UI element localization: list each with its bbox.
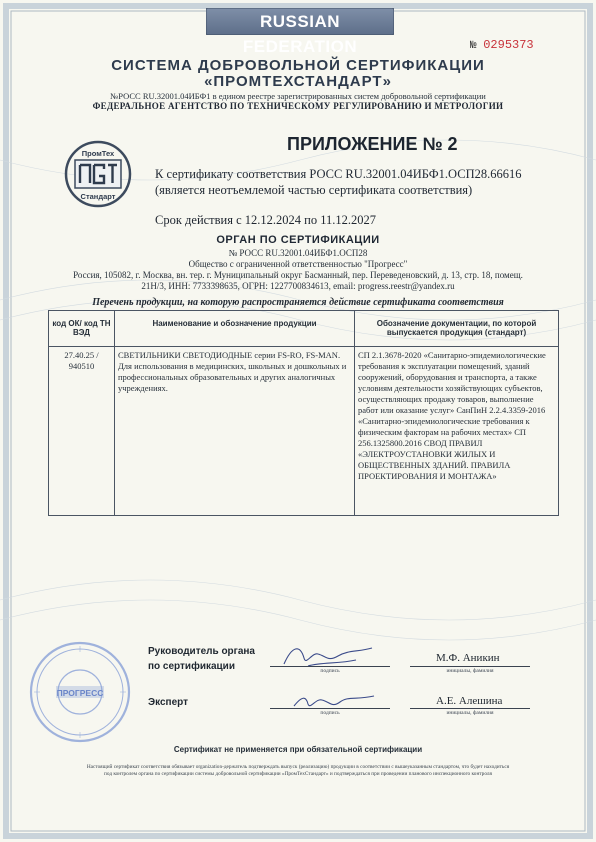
round-stamp <box>28 640 132 744</box>
cell-name: СВЕТИЛЬНИКИ СВЕТОДИОДНЫЕ серии FS-RO, FS-MAN. Для использования в медицинских, школьных и дошкольных и профессиональных образовательных и других аналогичных учреждениях. <box>115 347 355 516</box>
logo-bottom-text: Стандарт <box>80 192 116 201</box>
footer-note: Сертификат не применяется при обязательной сертификации <box>173 745 423 754</box>
system-subtitle: «ПРОМТЕХСТАНДАРТ» <box>204 73 392 90</box>
promtech-logo <box>63 138 133 210</box>
expert-name: А.Е. Алешина <box>436 695 503 707</box>
expert-caption-sign: подпись <box>320 710 340 716</box>
address-line-2: 21Н/3, ИНН: 7733398635, ОГРН: 1227700834613, email: progress.reestr@yandex.ru <box>141 281 455 291</box>
expert-caption-name: инициалы, фамилия <box>446 710 494 716</box>
certification-body-title: ОРГАН ПО СЕРТИФИКАЦИИ <box>216 234 380 246</box>
registry-line: №РОСС RU.32001.04ИБФ1 в едином реестре зарегистрированных систем добровольной сертификации <box>110 91 486 101</box>
certification-body-number: № РОСС RU.32001.04ИБФ1.ОСП28 <box>228 248 368 258</box>
footer-fine-print <box>40 764 556 778</box>
address-line-1: Россия, 105082, г. Москва, вн. тер. г. Муниципальный округ Басманный, пер. Переведеновский, д. 13, стр. 18, помещ. <box>73 270 523 280</box>
product-table <box>48 310 559 516</box>
certification-body-address <box>30 270 566 292</box>
appendix-title: ПРИЛОЖЕНИЕ № 2 <box>287 134 458 154</box>
agency-line: ФЕДЕРАЛЬНОЕ АГЕНТСТВО ПО ТЕХНИЧЕСКОМУ РЕГУЛИРОВАНИЮ И МЕТРОЛОГИИ <box>92 101 504 111</box>
serial-prefix: № <box>470 40 477 52</box>
head-caption-sign: подпись <box>320 668 340 674</box>
validity-period: Срок действия с 12.12.2024 по 11.12.2027 <box>155 213 377 227</box>
head-name-line <box>410 666 530 667</box>
footer-fine-line-1: Настоящий сертификат соответствия обязывает organization-держатель подтверждать выпуск (реализацию) продукции в соответствии с вышеуказанным стандартом, что будет находиться <box>86 764 510 770</box>
head-caption-name: инициалы, фамилия <box>446 668 494 674</box>
expert-label: Эксперт <box>148 697 189 708</box>
serial-number <box>470 38 534 52</box>
header-code: код ОК/ код ТН ВЭД <box>49 311 115 347</box>
certification-body-name: Общество с ограниченной ответственностью "Прогресс" <box>188 259 408 269</box>
cell-docs: СП 2.1.3678-2020 «Санитарно-эпидемиологические требования к эксплуатации помещений, зданий сооружений, оборудования и транспорта, а также условиям деятельности хозяйствующих субъектов, осуществляющих продажу товаров, выполнение работ или оказание услуг» СанПиН 2.2.4.3359-2016 «Санитарно-эпидемиологические требования к физическим факторам на рабочих местах» СП 256.1325800.2016 СВОД ПРАВИЛ «ЭЛЕКТРОУСТАНОВКИ ЖИЛЫХ И ОБЩЕСТВЕННЫХ ЗДАНИЙ. ПРАВИЛА ПРОЕКТИРОВАНИЯ И МОНТАЖА» <box>355 347 559 516</box>
header-docs: Обозначение документации, по которой выпускается продукция (стандарт) <box>355 311 559 347</box>
certificate-reference: К сертификату соответствия РОСС RU.32001.04ИБФ1.ОСП28.66616 <box>155 167 522 181</box>
head-label-2: по сертификации <box>148 661 235 672</box>
logo-top-text: ПромТех <box>81 149 115 158</box>
product-list-title: Перечень продукции, на которую распространяется действие сертификата соответствия <box>92 297 504 308</box>
head-name: М.Ф. Аникин <box>436 652 500 664</box>
table-header-row <box>49 311 559 347</box>
head-signature-line <box>270 666 390 667</box>
header-name: Наименование и обозначение продукции <box>115 311 355 347</box>
banner-text: RUSSIAN FEDERATION <box>242 12 358 56</box>
certificate-reference-note: (является неотъемлемой частью сертификата соответствия) <box>155 183 473 197</box>
footer-fine-line-2: под контролем органа по сертификации системы добровольной сертификации «ПромТехСтандарт» и подтверждаться при проведении планового инспекционного контроля <box>104 771 492 777</box>
expert-signature-line <box>270 708 390 709</box>
table-row <box>49 347 559 516</box>
expert-name-line <box>410 708 530 709</box>
head-label-1: Руководитель органа <box>148 646 255 657</box>
stamp-center-text: ПРОГРЕСС <box>56 688 104 698</box>
cell-code: 27.40.25 / 940510 <box>49 347 115 516</box>
serial-value: 0295373 <box>483 38 534 52</box>
system-title: СИСТЕМА ДОБРОВОЛЬНОЙ СЕРТИФИКАЦИИ <box>111 57 485 74</box>
